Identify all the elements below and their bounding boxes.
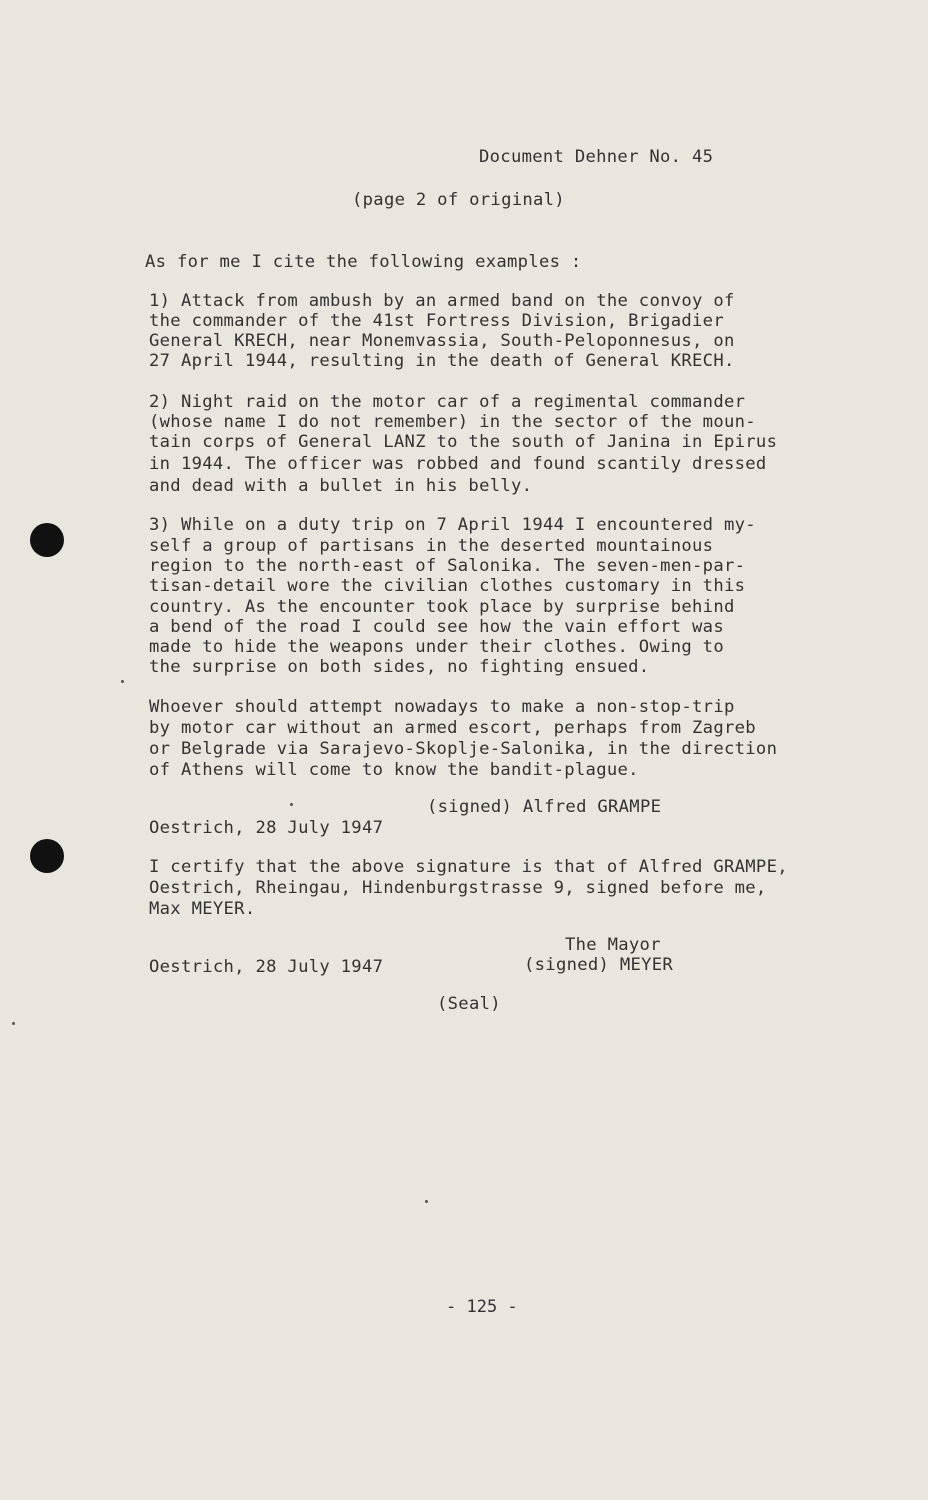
certification-line-1: I certify that the above signature is that of Alfred GRAMPE, xyxy=(149,857,788,877)
example-1-line-4: 27 April 1944, resulting in the death of General KRECH. xyxy=(149,351,735,371)
example-1-line-1: 1) Attack from ambush by an armed band on the convoy of xyxy=(149,291,735,311)
document-reference: Document Dehner No. 45 xyxy=(479,147,714,167)
example-3-line-1: 3) While on a duty trip on 7 April 1944 I encountered my- xyxy=(149,515,756,535)
mayor-place-date: Oestrich, 28 July 1947 xyxy=(149,957,384,977)
speck xyxy=(290,803,293,806)
example-2-line-4: in 1944. The officer was robbed and found scantily dressed xyxy=(149,454,767,474)
page-reference: (page 2 of original) xyxy=(352,190,565,210)
certification-line-2: Oestrich, Rheingau, Hindenburgstrasse 9, signed before me, xyxy=(149,878,767,898)
example-3-line-2: self a group of partisans in the deserted mountainous xyxy=(149,536,714,556)
speck xyxy=(121,680,124,683)
seal-label: (Seal) xyxy=(437,994,501,1014)
closing-line-3: or Belgrade via Sarajevo-Skoplje-Salonika, in the direction xyxy=(149,739,778,759)
speck xyxy=(12,1022,15,1025)
example-1-line-3: General KRECH, near Monemvassia, South-Peloponnesus, on xyxy=(149,331,735,351)
example-2-line-5: and dead with a bullet in his belly. xyxy=(149,476,533,496)
punch-hole-lower xyxy=(30,839,64,873)
closing-line-2: by motor car without an armed escort, perhaps from Zagreb xyxy=(149,718,756,738)
example-2-line-1: 2) Night raid on the motor car of a regimental commander xyxy=(149,392,746,412)
example-3-line-6: a bend of the road I could see how the vain effort was xyxy=(149,617,724,637)
example-3-line-3: region to the north-east of Salonika. The seven-men-par- xyxy=(149,556,746,576)
closing-line-1: Whoever should attempt nowadays to make a non-stop-trip xyxy=(149,697,735,717)
signature-grampe: (signed) Alfred GRAMPE xyxy=(427,797,662,817)
page-number: - 125 - xyxy=(446,1297,518,1317)
example-3-line-7: made to hide the weapons under their clothes. Owing to xyxy=(149,637,724,657)
example-2-line-2: (whose name I do not remember) in the sector of the moun- xyxy=(149,412,756,432)
punch-hole-upper xyxy=(30,523,64,557)
intro-line: As for me I cite the following examples : xyxy=(145,252,582,272)
example-1-line-2: the commander of the 41st Fortress Division, Brigadier xyxy=(149,311,724,331)
speck xyxy=(425,1200,428,1203)
example-2-line-3: tain corps of General LANZ to the south of Janina in Epirus xyxy=(149,432,778,452)
closing-line-4: of Athens will come to know the bandit-plague. xyxy=(149,760,639,780)
mayor-signature: (signed) MEYER xyxy=(524,955,674,975)
signature-place-date: Oestrich, 28 July 1947 xyxy=(149,818,384,838)
mayor-title: The Mayor xyxy=(565,935,661,955)
example-3-line-5: country. As the encounter took place by surprise behind xyxy=(149,597,735,617)
example-3-line-4: tisan-detail wore the civilian clothes customary in this xyxy=(149,576,746,596)
certification-line-3: Max MEYER. xyxy=(149,899,256,919)
example-3-line-8: the surprise on both sides, no fighting ensued. xyxy=(149,657,650,677)
